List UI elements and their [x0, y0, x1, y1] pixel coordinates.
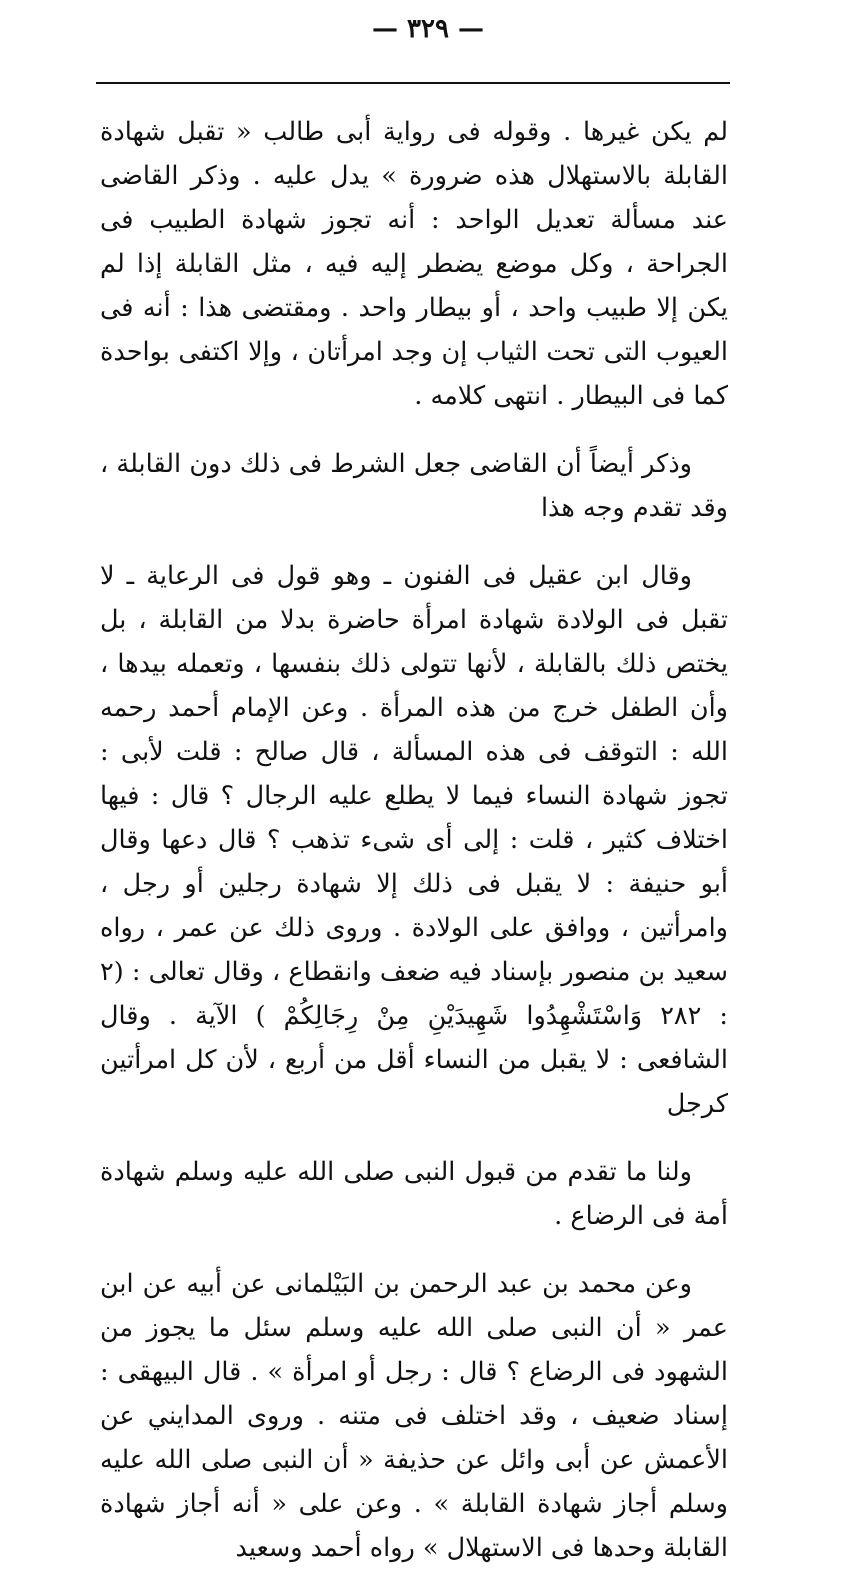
- paragraph-2: وذكر أيضاً أن القاضى جعل الشرط فى ذلك دون القابلة ، وقد تقدم وجه هذا: [100, 449, 728, 523]
- paragraph-4: ولنا ما تقدم من قبول النبى صلى الله عليه وسلم شهادة أمة فى الرضاع .: [100, 1157, 728, 1231]
- page-number: — ٣٢٩ —: [371, 14, 485, 44]
- paragraph-1: لم يكن غيرها . وقوله فى رواية أبى طالب « تقبل شهادة القابلة بالاستهلال هذه ضرورة » يدل عليه . وذكر القاضى عند مسألة تعديل الواحد : أنه تجوز شهادة الطبيب فى الجراحة ، وكل موضع يضطر إليه فيه ، مثل القابلة إذا لم يكن إلا طبيب واحد ، أو بيطار واحد . ومقتضى هذا : أنه فى العيوب التى تحت الثياب إن وجد امرأتان ، وإلا اكتفى بواحدة كما فى البيطار . انتهى كلامه .: [100, 117, 728, 411]
- paragraph-5: وعن محمد بن عبد الرحمن بن البَيْلمانى عن أبيه عن ابن عمر « أن النبى صلى الله عليه وسلم سئل ما يجوز من الشهود فى الرضاع ؟ قال : رجل أو امرأة » . قال البيهقى : إسناد ضعيف ، وقد اختلف فى متنه . وروى المدايني عن الأعمش عن أبى وائل عن حذيفة « أن النبى صلى الله عليه وسلم أجاز شهادة القابلة » . وعن على « أنه أجاز شهادة القابلة وحدها فى الاستهلال » رواه أحمد وسعيد: [100, 1269, 728, 1563]
- paragraph-3: وقال ابن عقيل فى الفنون ـ وهو قول فى الرعاية ـ لا تقبل فى الولادة شهادة امرأة حاضرة بدلا من القابلة ، بل يختص ذلك بالقابلة ، لأنها تتولى ذلك بنفسها ، وتعمله بيدها ، وأن الطفل خرج من هذه المرأة . وعن الإمام أحمد رحمه الله : التوقف فى هذه المسألة ، قال صالح : قلت لأبى : تجوز شهادة النساء فيما لا يطلع عليه الرجال ؟ قال : فيها اختلاف كثير ، قلت : إلى أى شىء تذهب ؟ قال دعها وقال أبو حنيفة : لا يقبل فى ذلك إلا شهادة رجلين أو رجل ، وامرأتين ، ووافق على الولادة . وروى ذلك عن عمر ، رواه سعيد بن منصور بإسناد فيه ضعف وانقطاع ، وقال تعالى : (٢ : ٢٨٢ وَاسْتَشْهِدُوا شَهِيدَيْنِ مِنْ رِجَالِكُمْ ) الآية . وقال الشافعى : لا يقبل من النساء أقل من أربع ، لأن كل امرأتين كرجل: [100, 561, 728, 1119]
- page-body: [100, 110, 728, 1570]
- header-rule: [96, 82, 730, 84]
